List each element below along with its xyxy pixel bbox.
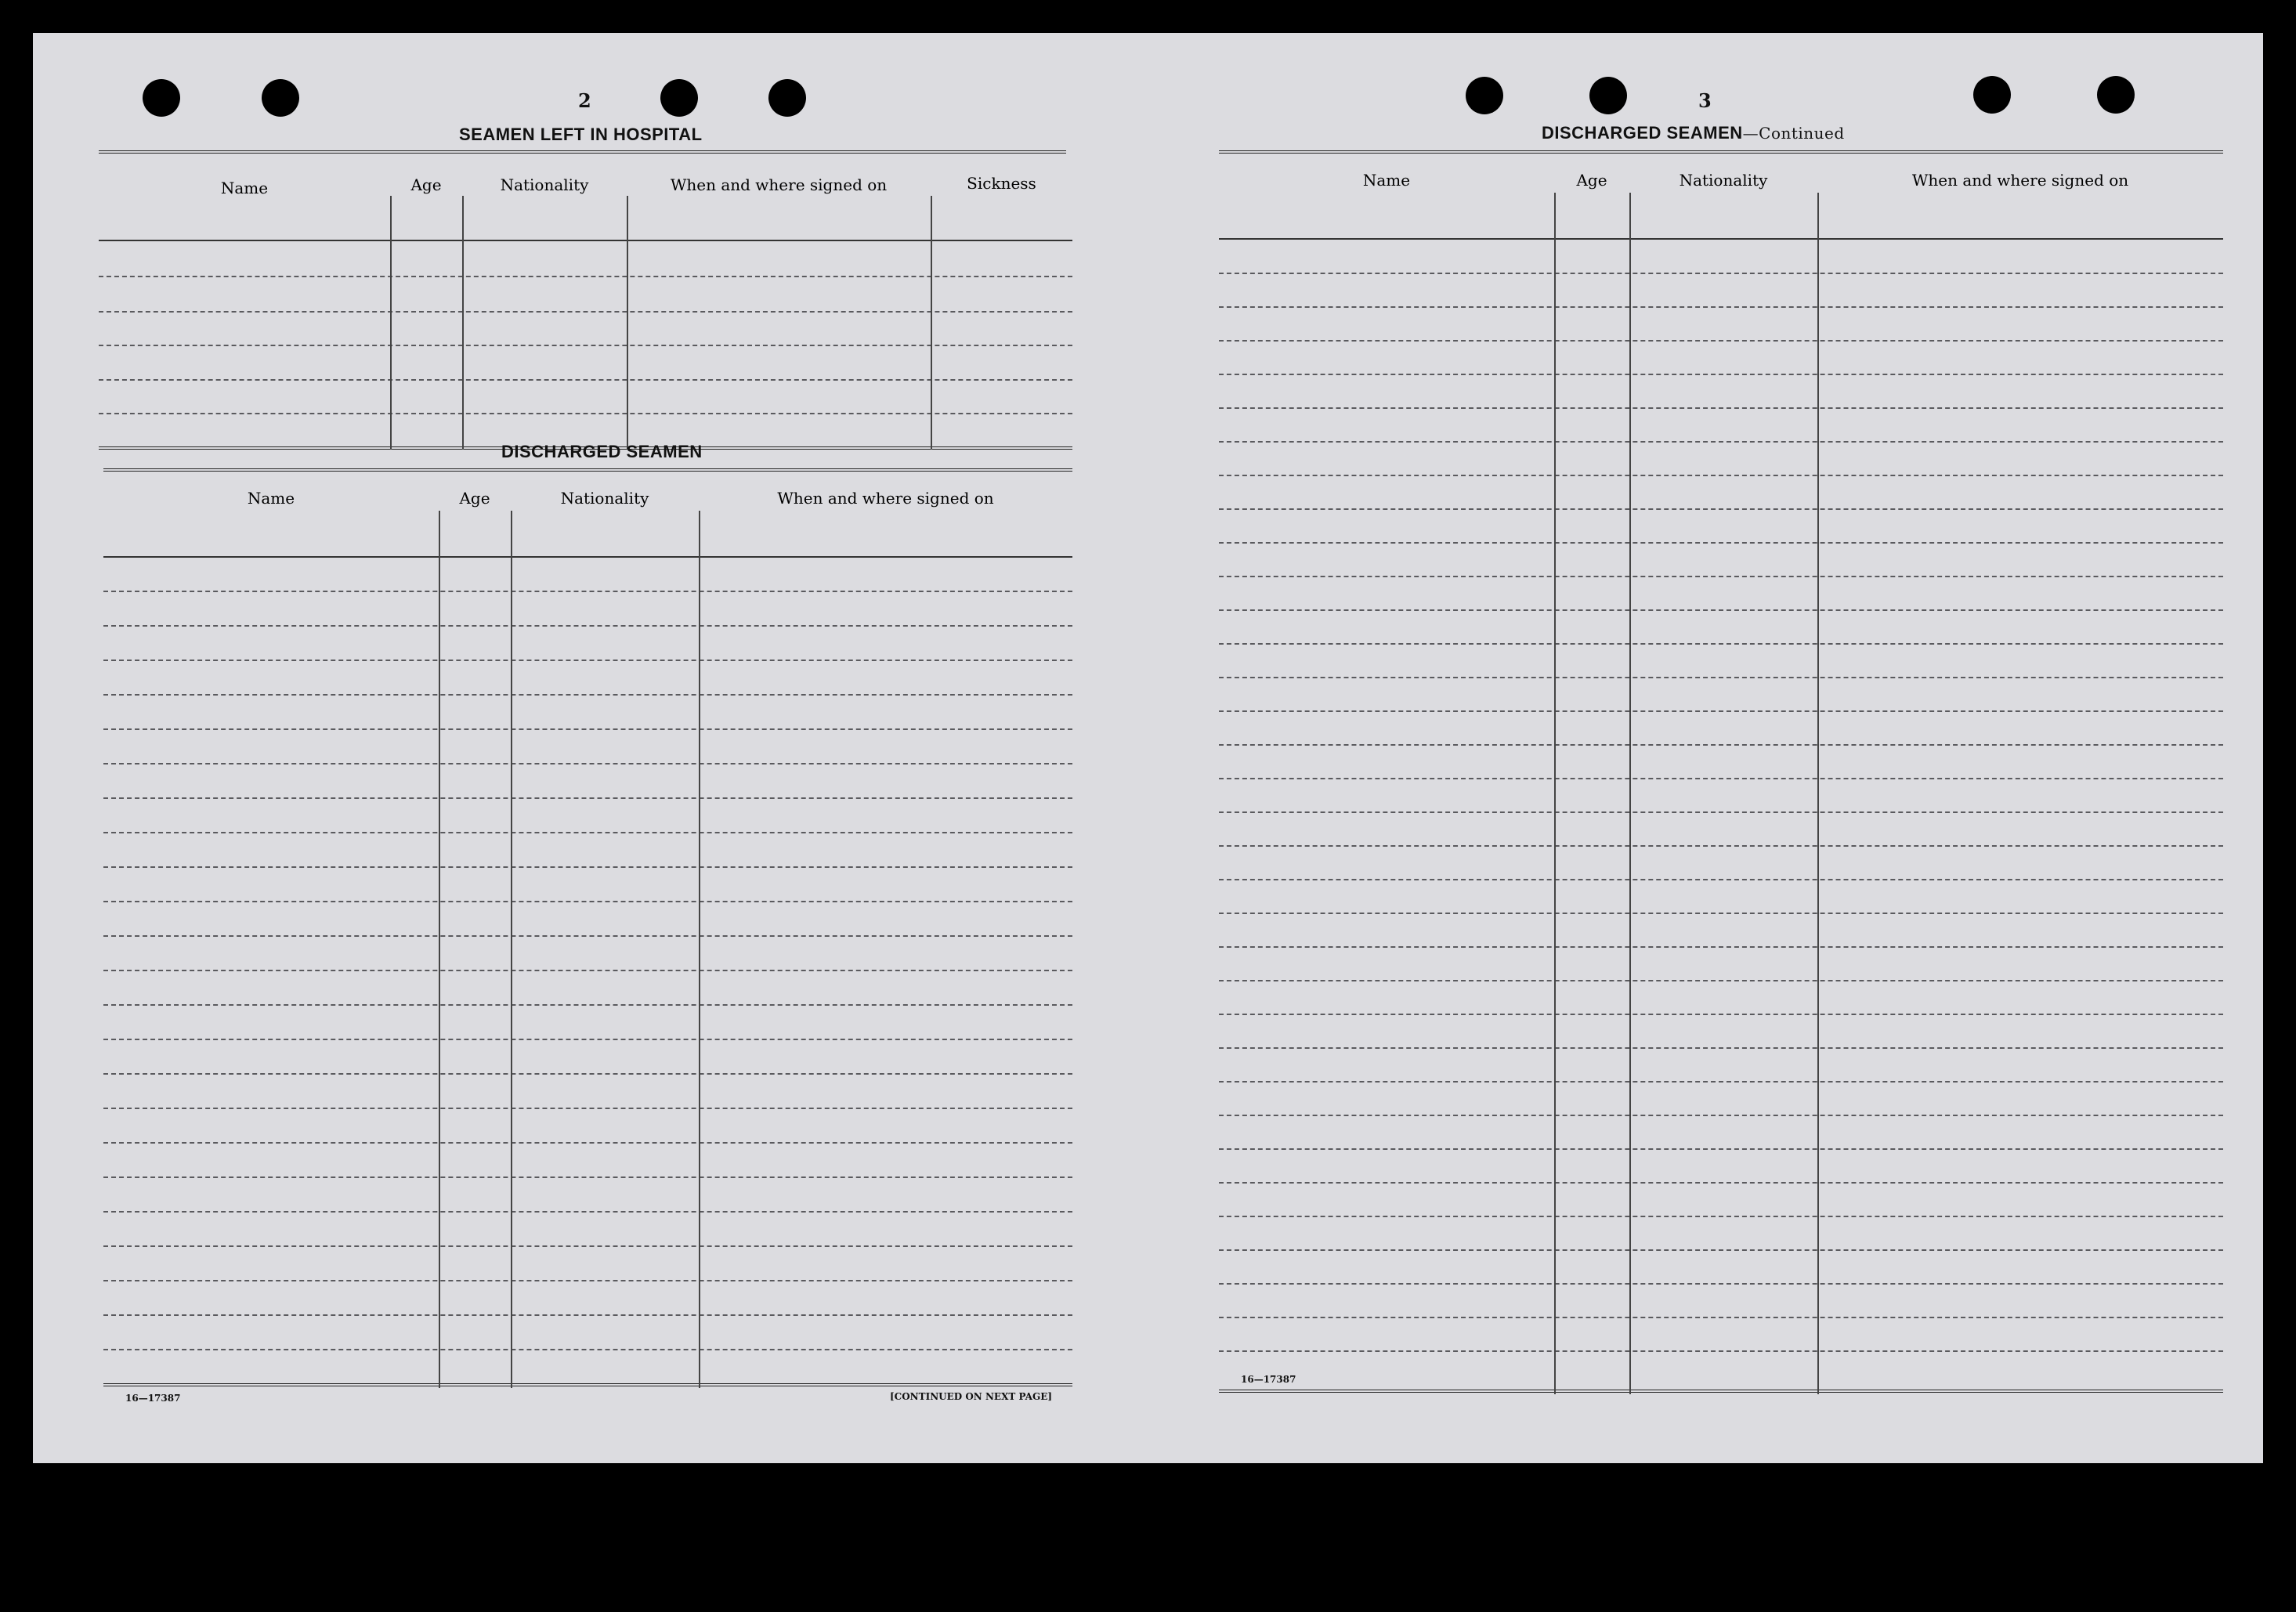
punch-hole bbox=[1466, 77, 1503, 114]
col-header-sickness: Sickness bbox=[967, 174, 1036, 193]
continued-note: [CONTINUED ON NEXT PAGE] bbox=[890, 1391, 1053, 1402]
page-number-right: 3 bbox=[1698, 89, 1712, 112]
punch-hole bbox=[1973, 76, 2011, 114]
col-header-name: Name bbox=[247, 489, 295, 508]
col-header-name: Name bbox=[1362, 171, 1411, 190]
discharged-table-right bbox=[1219, 150, 2223, 1404]
col-header-age: Age bbox=[1576, 171, 1607, 190]
col-header-nationality: Nationality bbox=[560, 489, 649, 508]
discharged-continued-title-text: DISCHARGED SEAMEN bbox=[1542, 123, 1743, 143]
discharged-continued-title bbox=[1542, 123, 1845, 143]
discharged-section-title: DISCHARGED SEAMEN bbox=[501, 442, 703, 461]
continued-suffix: —Continued bbox=[1742, 124, 1845, 143]
col-header-age: Age bbox=[410, 175, 442, 194]
form-number-right: 16—17387 bbox=[1241, 1374, 1296, 1385]
col-header-name: Name bbox=[220, 179, 269, 197]
col-header-signed-on: When and where signed on bbox=[777, 489, 994, 508]
form-sheet bbox=[33, 33, 2263, 1463]
punch-hole bbox=[262, 79, 299, 117]
page-number-left: 2 bbox=[578, 89, 591, 112]
punch-hole bbox=[1589, 77, 1627, 114]
punch-hole bbox=[660, 79, 698, 117]
col-header-nationality: Nationality bbox=[500, 175, 589, 194]
hospital-section-title: SEAMEN LEFT IN HOSPITAL bbox=[459, 125, 703, 144]
col-header-age: Age bbox=[459, 489, 490, 508]
form-number-left: 16—17387 bbox=[125, 1393, 181, 1404]
col-header-signed-on: When and where signed on bbox=[1911, 171, 2129, 190]
punch-hole bbox=[143, 79, 180, 117]
discharged-table-left bbox=[103, 468, 1072, 1419]
col-header-nationality: Nationality bbox=[1679, 171, 1768, 190]
punch-hole bbox=[2097, 76, 2135, 114]
hospital-table bbox=[99, 150, 1072, 456]
punch-hole bbox=[768, 79, 806, 117]
col-header-signed-on: When and where signed on bbox=[670, 175, 888, 194]
